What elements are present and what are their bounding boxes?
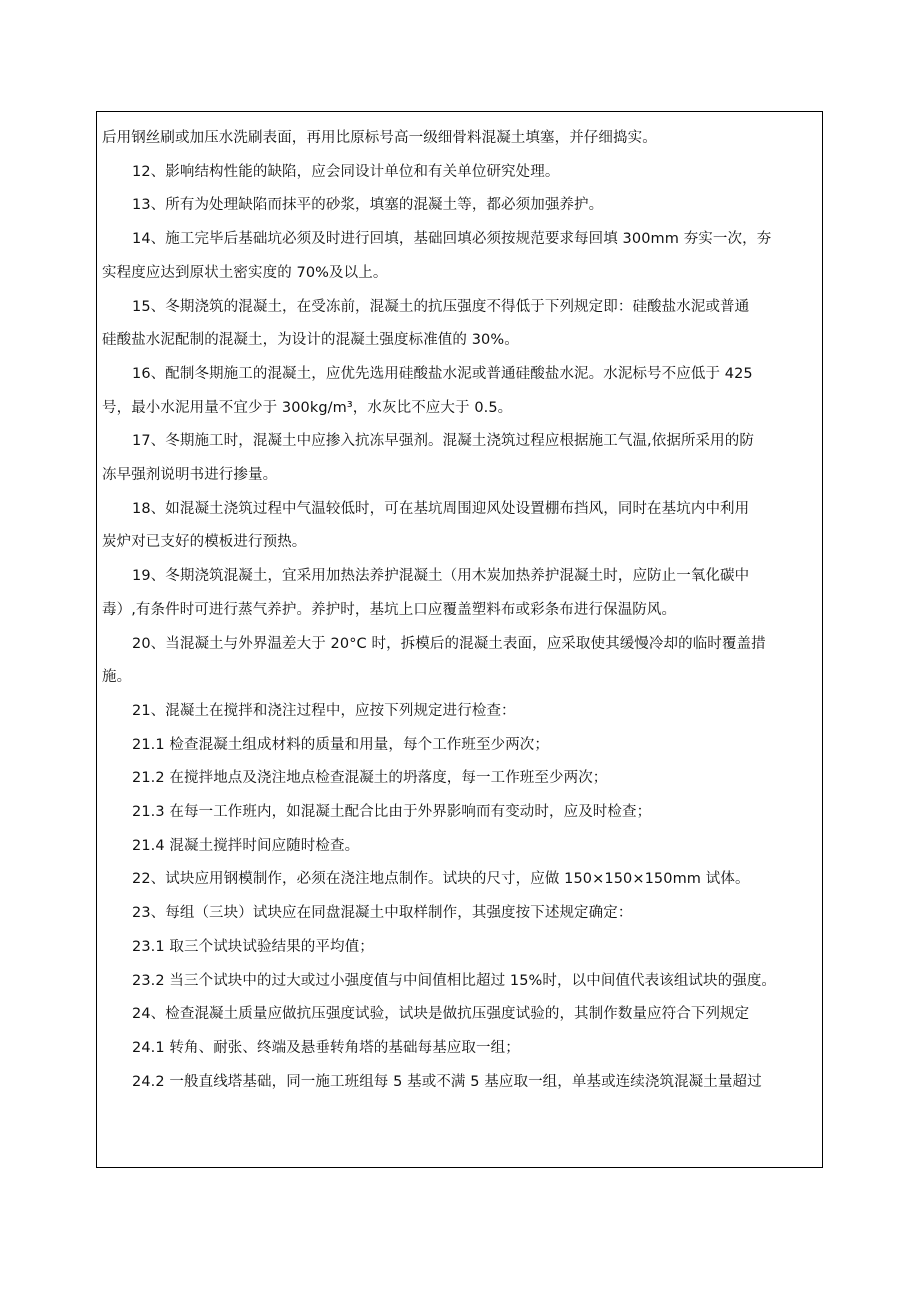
document-frame <box>96 111 823 1168</box>
text-line: 炭炉对已支好的模板进行预热。 <box>102 534 307 551</box>
text-line: 实程度应达到原状土密实度的 70%及以上。 <box>102 264 388 281</box>
text-line: 硅酸盐水泥配制的混凝土，为设计的混凝土强度标准值的 30%。 <box>102 332 519 349</box>
text-line: 21.2 在搅拌地点及浇注地点检查混凝土的坍落度，每一工作班至少两次； <box>132 770 608 787</box>
text-line: 20、当混凝土与外界温差大于 20°C 时，拆模后的混凝土表面，应采取使其缓慢冷却的临时覆盖措 <box>132 635 766 652</box>
text-line: 毒）,有条件时可进行蒸气养护。养护时，基坑上口应覆盖塑料布或彩条布进行保温防风。 <box>102 601 677 618</box>
text-line: 23、每组（三块）试块应在同盘混凝土中取样制作，其强度按下述规定确定： <box>132 905 633 922</box>
text-line: 13、所有为处理缺陷而抹平的砂浆，填塞的混凝土等，都必须加强养护。 <box>132 197 604 214</box>
text-line: 14、施工完毕后基础坑必须及时进行回填，基础回填必须按规范要求每回填 300mm 夯实一次，夯 <box>132 231 772 248</box>
text-line: 21.4 混凝土搅拌时间应随时检查。 <box>132 837 360 854</box>
text-line: 12、影响结构性能的缺陷，应会同设计单位和有关单位研究处理。 <box>132 163 560 180</box>
text-line: 24.1 转角、耐张、终端及悬垂转角塔的基础每基应取一组； <box>132 1039 520 1056</box>
text-line: 施。 <box>102 669 132 686</box>
text-line: 15、冬期浇筑的混凝土，在受冻前，混凝土的抗压强度不得低于下列规定即：硅酸盐水泥或普通 <box>132 298 750 315</box>
text-line: 后用钢丝刷或加压水洗刷表面，再用比原标号高一级细骨料混凝土填塞，并仔细捣实。 <box>102 130 657 146</box>
document-body <box>102 122 818 1099</box>
text-line: 23.2 当三个试块中的过大或过小强度值与中间值相比超过 15%时，以中间值代表该组试块的强度。 <box>132 972 777 989</box>
text-line: 16、配制冬期施工的混凝土，应优先选用硅酸盐水泥或普通硅酸盐水泥。水泥标号不应低于 425 <box>132 365 753 382</box>
text-line: 19、冬期浇筑混凝土，宜采用加热法养护混凝土（用木炭加热养护混凝土时，应防止一氧化碳中 <box>132 568 750 585</box>
text-line: 23.1 取三个试块试验结果的平均值； <box>132 938 374 955</box>
text-line: 24.2 一般直线塔基础，同一施工班组每 5 基或不满 5 基应取一组，单基或连续浇筑混凝土量超过 <box>132 1073 762 1090</box>
text-line: 号，最小水泥用量不宜少于 300kg/m³，水灰比不应大于 0.5。 <box>102 399 513 416</box>
text-line: 冻早强剂说明书进行掺量。 <box>102 467 278 484</box>
text-line: 17、冬期施工时，混凝土中应掺入抗冻早强剂。混凝土浇筑过程应根据施工气温,依据所采用的防 <box>132 433 754 450</box>
text-line: 21.1 检查混凝土组成材料的质量和用量，每个工作班至少两次； <box>132 736 549 753</box>
text-line: 24、检查混凝土质量应做抗压强度试验，试块是做抗压强度试验的，其制作数量应符合下列规定 <box>132 1006 750 1023</box>
text-line: 21、混凝土在搅拌和浇注过程中，应按下列规定进行检查： <box>132 702 516 719</box>
text-line: 18、如混凝土浇筑过程中气温较低时，可在基坑周围迎风处设置棚布挡风，同时在基坑内中利用 <box>132 500 750 517</box>
text-line: 22、试块应用钢模制作，必须在浇注地点制作。试块的尺寸，应做 150×150×150mm 试体。 <box>132 871 750 888</box>
text-line: 21.3 在每一工作班内，如混凝土配合比由于外界影响而有变动时，应及时检查； <box>132 804 652 821</box>
